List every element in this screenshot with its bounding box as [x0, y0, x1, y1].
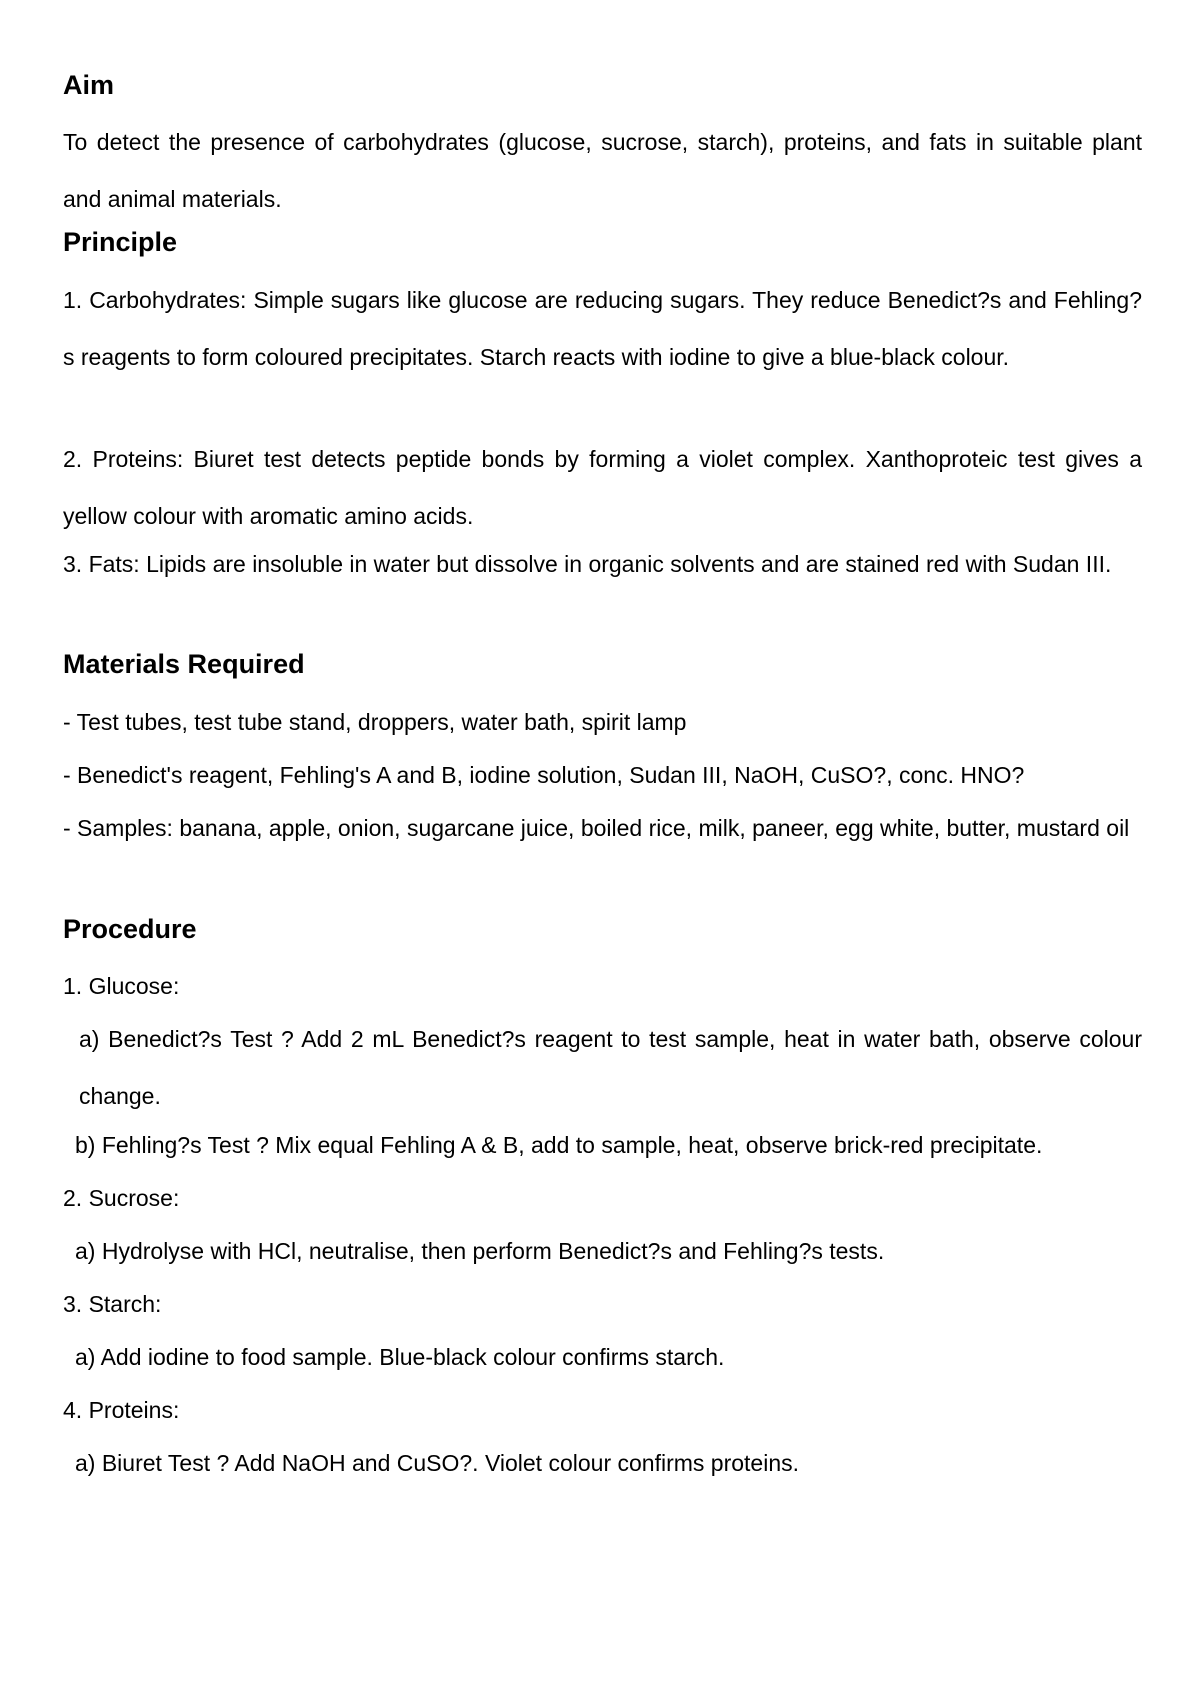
aim-text: To detect the presence of carbohydrates (glucose, sucrose, starch), proteins, and fats in suitable plant and animal materials.: [63, 129, 1142, 212]
procedure-item-glucose-benedict: a) Benedict?s Test ? Add 2 mL Benedict?s reagent to test sample, heat in water bath, observe colour change.: [79, 1026, 1142, 1109]
aim-heading: Aim: [63, 70, 115, 100]
procedure-item-glucose-fehling: b) Fehling?s Test ? Mix equal Fehling A & B, add to sample, heat, observe brick-red precipitate.: [75, 1132, 1043, 1158]
procedure-item-sucrose-hydrolyse: a) Hydrolyse with HCl, neutralise, then perform Benedict?s and Fehling?s tests.: [75, 1238, 885, 1264]
materials-item-apparatus: - Test tubes, test tube stand, droppers, water bath, spirit lamp: [63, 709, 687, 735]
principle-item-proteins: 2. Proteins: Biuret test detects peptide bonds by forming a violet complex. Xanthoproteic test gives a yellow colour with aromatic amino acids.: [63, 446, 1142, 529]
principle-heading: Principle: [63, 227, 178, 257]
principle-item-fats: 3. Fats: Lipids are insoluble in water but dissolve in organic solvents and are stained red with Sudan III.: [63, 551, 1112, 577]
materials-heading: Materials Required: [63, 649, 305, 679]
procedure-item-sucrose: 2. Sucrose:: [63, 1185, 180, 1211]
procedure-heading: Procedure: [63, 914, 197, 944]
procedure-item-glucose: 1. Glucose:: [63, 973, 180, 999]
procedure-item-proteins: 4. Proteins:: [63, 1397, 180, 1423]
materials-item-reagents: - Benedict's reagent, Fehling's A and B, iodine solution, Sudan III, NaOH, CuSO?, conc. HNO?: [63, 762, 1025, 788]
procedure-item-starch-iodine: a) Add iodine to food sample. Blue-black colour confirms starch.: [75, 1344, 725, 1370]
principle-item-carbohydrates: 1. Carbohydrates: Simple sugars like glucose are reducing sugars. They reduce Benedict?s and Fehling?s reagents to form coloured precipitates. Starch reacts with iodine to give a blue-black colour.: [63, 287, 1142, 370]
materials-item-samples: - Samples: banana, apple, onion, sugarcane juice, boiled rice, milk, paneer, egg white, butter, mustard oil: [63, 815, 1130, 841]
procedure-item-proteins-biuret: a) Biuret Test ? Add NaOH and CuSO?. Violet colour confirms proteins.: [75, 1450, 800, 1476]
procedure-item-starch: 3. Starch:: [63, 1291, 162, 1317]
